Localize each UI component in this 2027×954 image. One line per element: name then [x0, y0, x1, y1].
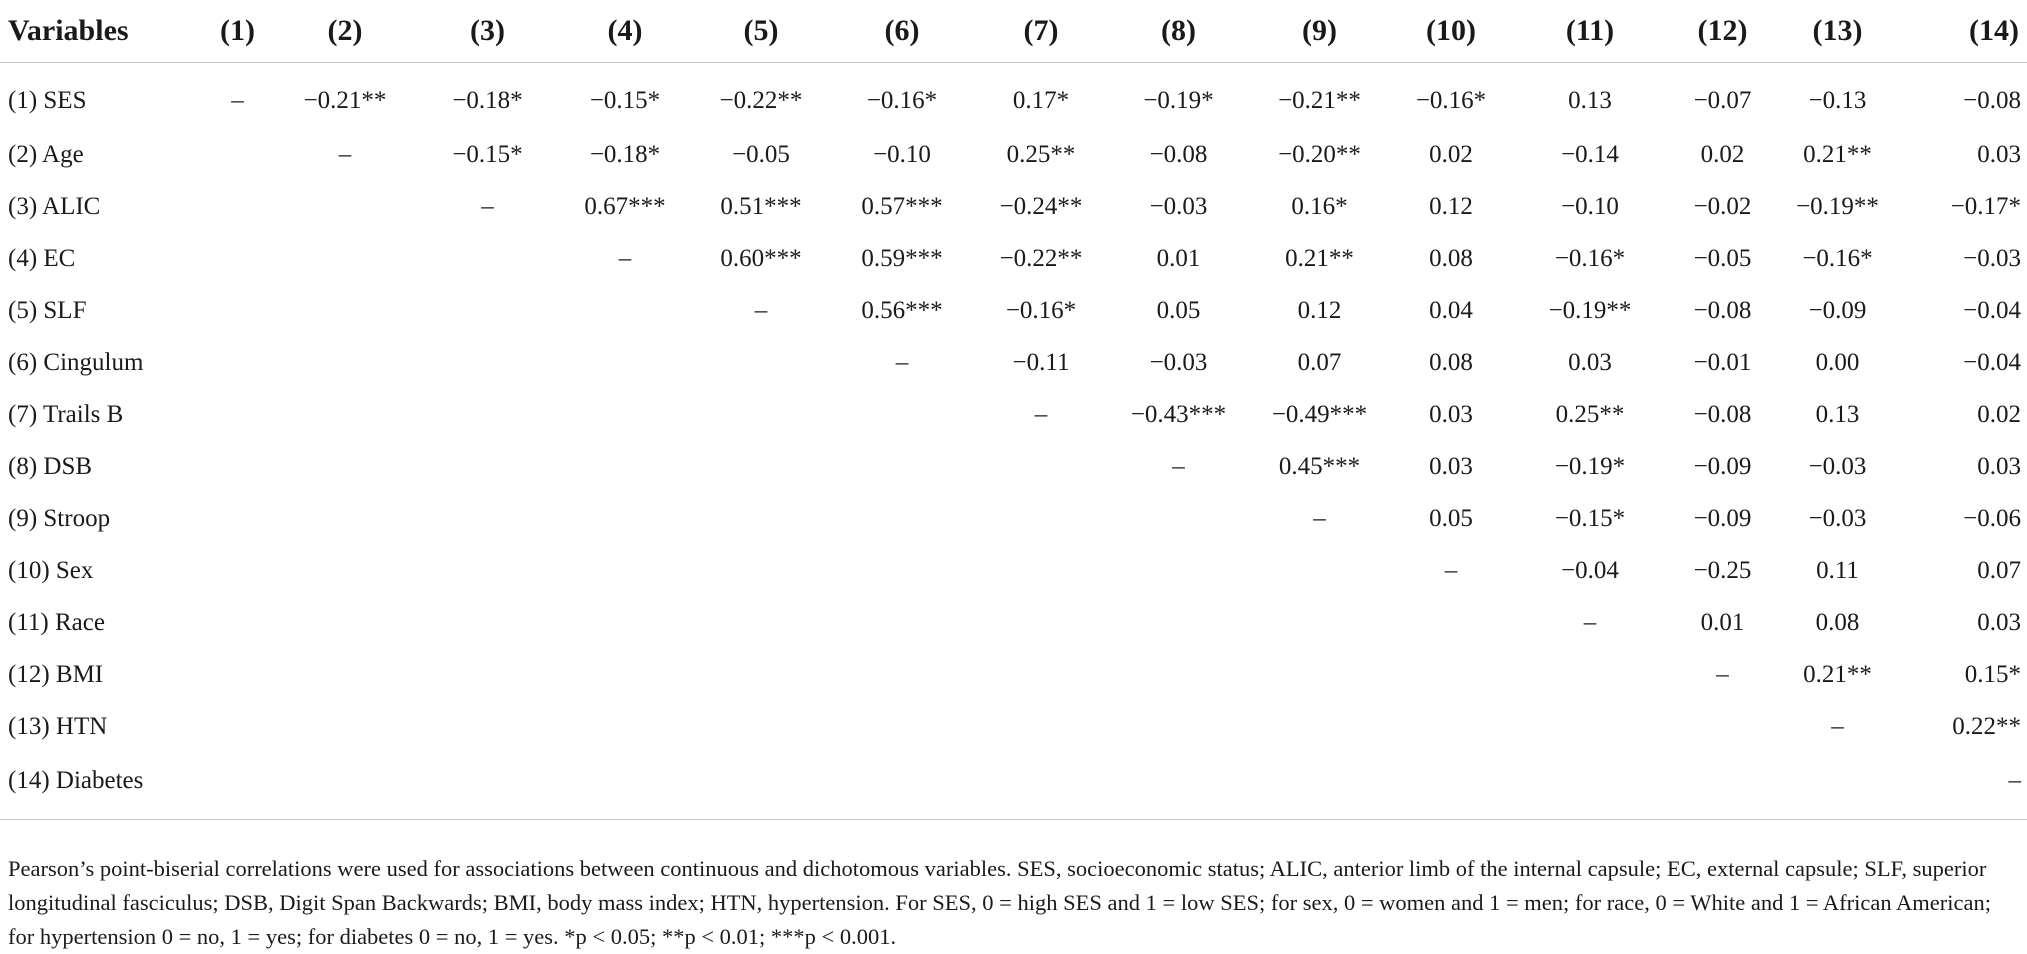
correlation-cell: [690, 337, 832, 389]
correlation-cell: [560, 389, 690, 441]
table-row: [0, 389, 2027, 441]
correlation-cell: [972, 545, 1110, 597]
correlation-cell: [690, 441, 832, 493]
row-label: (1) SES: [8, 87, 87, 114]
row-label: (9) Stroop: [8, 505, 111, 532]
correlation-cell: –: [1583, 609, 1597, 636]
correlation-cell: [690, 545, 832, 597]
correlation-cell: –: [1444, 557, 1458, 584]
correlation-cell: −0.09: [1808, 297, 1867, 324]
correlation-cell: [972, 597, 1110, 649]
correlation-cell: [275, 753, 415, 820]
correlation-cell: −0.21**: [303, 87, 387, 114]
correlation-cell: [560, 285, 690, 337]
correlation-cell: −0.22**: [999, 245, 1083, 272]
correlation-cell: [415, 285, 560, 337]
correlation-cell: [275, 701, 415, 753]
correlation-cell: 0.16*: [1291, 193, 1348, 220]
correlation-cell: [275, 545, 415, 597]
correlation-cell: 0.25**: [1006, 141, 1076, 168]
column-header-6: (6): [832, 0, 972, 63]
correlation-cell: [1392, 701, 1510, 753]
correlation-cell: 0.25**: [1555, 401, 1625, 428]
correlation-cell: [560, 649, 690, 701]
correlation-cell: [1392, 597, 1510, 649]
correlation-cell: [200, 649, 275, 701]
correlation-cell: 0.21**: [1803, 141, 1872, 168]
correlation-cell: 0.02: [1429, 141, 1473, 168]
correlation-cell: [1247, 701, 1392, 753]
correlation-cell: 0.59***: [861, 245, 943, 272]
correlation-cell: [415, 493, 560, 545]
correlation-cell: 0.03: [1429, 401, 1473, 428]
correlation-cell: −0.25: [1693, 557, 1752, 584]
row-label: (11) Race: [8, 609, 105, 636]
correlation-cell: −0.03: [1149, 349, 1208, 376]
column-header-7: (7): [972, 0, 1110, 63]
correlation-cell: −0.09: [1693, 505, 1752, 532]
correlation-cell: [1510, 701, 1670, 753]
correlation-cell: −0.19*: [1554, 453, 1626, 480]
correlation-cell: −0.01: [1693, 349, 1752, 376]
table-row: [0, 545, 2027, 597]
correlation-cell: [832, 701, 972, 753]
correlation-cell: [690, 597, 832, 649]
correlation-cell: 0.00: [1815, 349, 1860, 376]
correlation-cell: −0.15*: [1554, 505, 1626, 532]
table-row: [0, 233, 2027, 285]
correlation-cell: –: [481, 193, 494, 220]
correlation-cell: 0.13: [1568, 87, 1612, 114]
correlation-cell: [1392, 649, 1510, 701]
correlation-cell: [275, 597, 415, 649]
correlation-cell: −0.04: [1963, 349, 2021, 376]
correlation-cell: [200, 285, 275, 337]
correlation-cell: [972, 649, 1110, 701]
correlation-cell: [200, 129, 275, 181]
correlation-cell: −0.15*: [589, 87, 661, 114]
column-header-9: (9): [1247, 0, 1392, 63]
correlation-cell: 0.07: [1977, 557, 2021, 584]
table-body: [0, 63, 2027, 820]
correlation-cell: 0.13: [1815, 401, 1860, 428]
correlation-cell: [415, 389, 560, 441]
correlation-cell: 0.15*: [1964, 661, 2021, 688]
correlation-cell: –: [1831, 713, 1844, 740]
correlation-cell: [275, 233, 415, 285]
correlation-cell: −0.15*: [452, 141, 523, 168]
correlation-cell: [690, 649, 832, 701]
correlation-cell: 0.08: [1429, 349, 1473, 376]
correlation-cell: −0.17*: [1950, 193, 2021, 220]
correlation-cell: −0.04: [1963, 297, 2021, 324]
correlation-cell: 0.08: [1429, 245, 1473, 272]
correlation-cell: 0.21**: [1803, 661, 1872, 688]
column-header-11: (11): [1510, 0, 1670, 63]
correlation-cell: −0.16*: [1415, 87, 1487, 114]
table-row: [0, 597, 2027, 649]
correlation-cell: −0.05: [732, 141, 790, 168]
correlation-cell: [1110, 753, 1247, 820]
correlation-cell: [690, 389, 832, 441]
correlation-cell: [972, 753, 1110, 820]
correlation-cell: –: [618, 245, 632, 272]
correlation-cell: [415, 701, 560, 753]
correlation-cell: 0.03: [1429, 453, 1473, 480]
row-label: (12) BMI: [8, 661, 104, 688]
column-header-4: (4): [560, 0, 690, 63]
correlation-cell: [972, 701, 1110, 753]
correlation-cell: –: [895, 349, 909, 376]
correlation-cell: [690, 753, 832, 820]
correlation-cell: [200, 441, 275, 493]
correlation-cell: [275, 337, 415, 389]
correlation-cell: −0.19**: [1796, 193, 1879, 220]
correlation-cell: 0.51***: [720, 193, 802, 220]
column-header-3: (3): [415, 0, 560, 63]
row-label: (13) HTN: [8, 713, 108, 740]
correlation-cell: −0.10: [873, 141, 931, 168]
correlation-cell: [200, 545, 275, 597]
correlation-cell: 0.03: [1977, 609, 2021, 636]
correlation-cell: –: [1716, 661, 1729, 688]
correlation-cell: −0.20**: [1278, 141, 1361, 168]
correlation-cell: −0.08: [1693, 401, 1752, 428]
correlation-cell: 0.04: [1429, 297, 1473, 324]
table-row: [0, 63, 2027, 130]
row-label: (2) Age: [8, 141, 84, 168]
table-header-row: [0, 0, 2027, 63]
table-row: [0, 129, 2027, 181]
correlation-cell: 0.12: [1297, 297, 1342, 324]
row-label: (5) SLF: [8, 297, 87, 324]
correlation-cell: [690, 493, 832, 545]
correlation-cell: −0.05: [1693, 245, 1752, 272]
correlation-cell: [1247, 753, 1392, 820]
correlation-cell: 0.60***: [720, 245, 802, 272]
correlation-cell: −0.21**: [1278, 87, 1361, 114]
correlation-cell: –: [1313, 505, 1326, 532]
correlation-cell: −0.07: [1693, 87, 1752, 114]
table-row: [0, 337, 2027, 389]
correlation-cell: [560, 337, 690, 389]
correlation-cell: [832, 545, 972, 597]
correlation-cell: [1670, 701, 1775, 753]
correlation-cell: [415, 233, 560, 285]
correlation-cell: −0.04: [1561, 557, 1619, 584]
correlation-cell: 0.57***: [861, 193, 943, 220]
correlation-cell: −0.10: [1561, 193, 1619, 220]
correlation-cell: [972, 493, 1110, 545]
correlation-cell: −0.16*: [866, 87, 938, 114]
correlation-cell: [1392, 753, 1510, 820]
correlation-cell: [415, 753, 560, 820]
correlation-cell: −0.03: [1963, 245, 2021, 272]
correlation-cell: [1110, 701, 1247, 753]
correlation-cell: −0.08: [1149, 141, 1208, 168]
correlation-cell: [415, 545, 560, 597]
column-header-13: (13): [1775, 0, 1900, 63]
column-header-10: (10): [1392, 0, 1510, 63]
table-row: [0, 701, 2027, 753]
column-header-8: (8): [1110, 0, 1247, 63]
correlation-cell: −0.03: [1808, 505, 1867, 532]
correlation-cell: 0.02: [1977, 401, 2021, 428]
correlation-cell: −0.16*: [1554, 245, 1626, 272]
correlation-cell: [1510, 649, 1670, 701]
correlation-cell: [832, 597, 972, 649]
row-label: (3) ALIC: [8, 193, 101, 220]
correlation-cell: [832, 493, 972, 545]
correlation-cell: [275, 649, 415, 701]
table-row: [0, 285, 2027, 337]
correlation-cell: 0.45***: [1278, 453, 1361, 480]
correlation-cell: [560, 753, 690, 820]
correlation-cell: 0.17*: [1012, 87, 1070, 114]
correlation-cell: [690, 701, 832, 753]
correlation-cell: 0.03: [1977, 453, 2021, 480]
row-label: (6) Cingulum: [8, 349, 144, 376]
correlation-cell: [832, 389, 972, 441]
correlation-cell: 0.03: [1568, 349, 1612, 376]
correlation-cell: [1670, 753, 1775, 820]
row-label: (8) DSB: [8, 453, 93, 480]
row-label: (14) Diabetes: [0, 753, 200, 820]
correlation-cell: [275, 493, 415, 545]
correlation-cell: [275, 285, 415, 337]
column-header-5: (5): [690, 0, 832, 63]
table-row: [0, 753, 2027, 820]
correlation-cell: 0.01: [1700, 609, 1745, 636]
correlation-cell: [200, 701, 275, 753]
correlation-cell: [560, 493, 690, 545]
correlation-cell: −0.24**: [999, 193, 1083, 220]
correlation-cell: −0.18*: [589, 141, 661, 168]
column-header-12: (12): [1670, 0, 1775, 63]
correlation-cell: −0.16*: [1005, 297, 1077, 324]
correlation-cell: 0.07: [1297, 349, 1342, 376]
correlation-cell: −0.13: [1808, 87, 1867, 114]
column-header-variables: Variables: [0, 0, 200, 63]
correlation-cell: [200, 493, 275, 545]
correlation-cell: 0.56***: [861, 297, 943, 324]
correlation-cell: −0.08: [1693, 297, 1752, 324]
correlation-cell: [1775, 753, 1900, 820]
correlation-cell: −0.19*: [1143, 87, 1214, 114]
column-header-14: (14): [1900, 0, 2027, 63]
correlation-cell: [275, 181, 415, 233]
correlation-cell: [560, 545, 690, 597]
correlation-cell: −0.49***: [1271, 401, 1368, 428]
correlation-cell: [972, 441, 1110, 493]
correlation-cell: −0.06: [1963, 505, 2021, 532]
correlation-cell: −0.11: [1012, 349, 1070, 376]
correlation-cell: −0.18*: [452, 87, 523, 114]
correlation-cell: [415, 337, 560, 389]
correlation-cell: 0.21**: [1285, 245, 1354, 272]
correlation-cell: [275, 441, 415, 493]
correlation-cell: –: [1034, 401, 1048, 428]
correlation-cell: 0.22**: [1952, 713, 2021, 740]
correlation-cell: [1110, 493, 1247, 545]
table-row: [0, 181, 2027, 233]
column-header-2: (2): [275, 0, 415, 63]
correlation-cell: [200, 233, 275, 285]
correlation-cell: –: [338, 141, 352, 168]
correlation-cell: [560, 597, 690, 649]
correlation-cell: [1247, 545, 1392, 597]
row-label: (7) Trails B: [8, 401, 124, 428]
correlation-cell: −0.03: [1808, 453, 1867, 480]
correlation-cell: −0.08: [1963, 87, 2021, 114]
correlation-cell: 0.05: [1156, 297, 1201, 324]
correlation-cell: −0.22**: [719, 87, 803, 114]
correlation-cell: −0.03: [1149, 193, 1208, 220]
correlation-cell: [200, 181, 275, 233]
correlation-cell: −0.16*: [1802, 245, 1873, 272]
correlation-cell: [1247, 597, 1392, 649]
correlation-cell: 0.02: [1700, 141, 1745, 168]
correlation-cell: [832, 441, 972, 493]
table-row: [0, 649, 2027, 701]
correlation-cell: [200, 753, 275, 820]
correlation-cell: 0.01: [1156, 245, 1201, 272]
correlation-cell: −0.19**: [1548, 297, 1632, 324]
table-row: [0, 493, 2027, 545]
correlation-cell: –: [1900, 753, 2027, 820]
correlation-cell: −0.14: [1561, 141, 1619, 168]
correlation-cell: [832, 649, 972, 701]
correlation-cell: 0.11: [1816, 557, 1859, 584]
correlation-cell: 0.03: [1977, 141, 2021, 168]
correlation-cell: −0.43***: [1130, 401, 1227, 428]
correlation-cell: 0.08: [1815, 609, 1860, 636]
correlation-cell: [1110, 597, 1247, 649]
correlation-cell: [560, 701, 690, 753]
correlation-cell: –: [754, 297, 768, 324]
correlation-cell: [200, 389, 275, 441]
row-label: (10) Sex: [8, 557, 94, 584]
correlation-cell: [415, 597, 560, 649]
column-header-1: (1): [200, 0, 275, 63]
correlation-cell: 0.67***: [584, 193, 666, 220]
correlation-cell: –: [1172, 453, 1185, 480]
correlation-cell: [200, 337, 275, 389]
correlation-cell: [560, 441, 690, 493]
table-row: [0, 441, 2027, 493]
correlation-cell: [1110, 649, 1247, 701]
correlation-cell: [415, 441, 560, 493]
correlation-cell: 0.12: [1429, 193, 1473, 220]
table-footnote: Pearson’s point-biserial correlations were used for associations between continuous and dichotomous variables. SES, socioeconomic status; ALIC, anterior limb of the internal capsule; EC, external capsule; SLF, superior longitudinal fasciculus; DSB, Digit Span Backwards; BMI, body mass index; HTN, hypertension. For SES, 0 = high SES and 1 = low SES; for sex, 0 = women and 1 = men; for race, 0 = White and 1 = African American; for hypertension 0 = no, 1 = yes; for diabetes 0 = no, 1 = yes. *p < 0.05; **p < 0.01; ***p < 0.001.: [8, 855, 1991, 949]
correlation-cell: −0.02: [1693, 193, 1752, 220]
correlation-cell: [415, 649, 560, 701]
correlation-cell: [832, 753, 972, 820]
correlation-cell: –: [231, 87, 244, 114]
correlation-cell: [1247, 649, 1392, 701]
correlation-cell: 0.05: [1429, 505, 1473, 532]
correlation-cell: [1510, 753, 1670, 820]
correlation-cell: [1110, 545, 1247, 597]
correlation-cell: −0.09: [1693, 453, 1752, 480]
correlation-cell: [200, 597, 275, 649]
row-label: (4) EC: [8, 245, 76, 272]
correlation-cell: [275, 389, 415, 441]
